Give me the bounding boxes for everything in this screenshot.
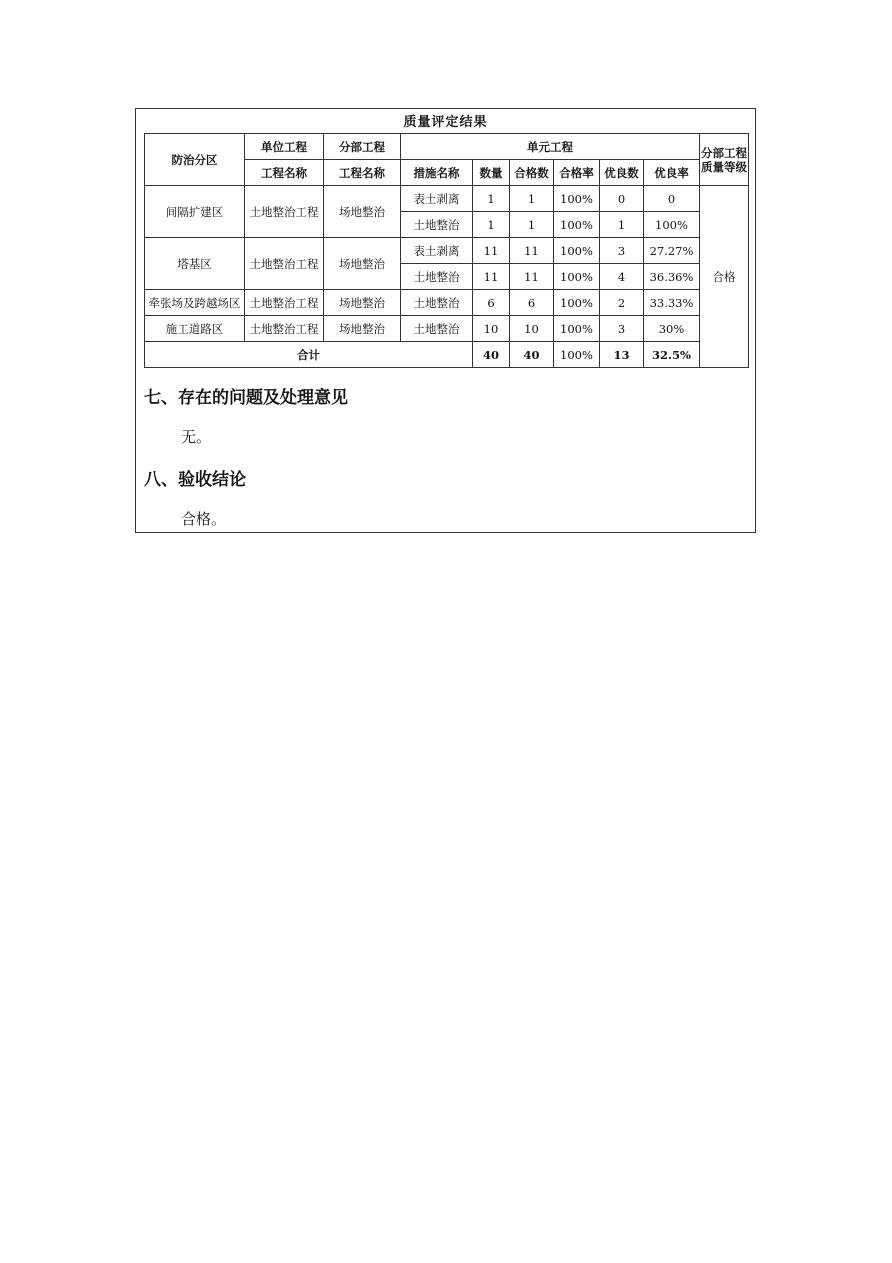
sub-name-cell: 场地整治 xyxy=(324,290,401,316)
total-excellent-rate: 32.5% xyxy=(644,342,700,368)
table-row xyxy=(145,238,749,264)
measure-cell: 土地整治 xyxy=(401,316,473,342)
qualified-cell: 6 xyxy=(510,290,554,316)
excellent-rate-cell: 36.36% xyxy=(644,264,700,290)
qualified-cell: 1 xyxy=(510,212,554,238)
count-cell: 10 xyxy=(473,316,510,342)
excellent-rate-cell: 27.27% xyxy=(644,238,700,264)
section-7-heading: 七、存在的问题及处理意见 xyxy=(144,388,348,408)
count-cell: 1 xyxy=(473,186,510,212)
qualified-cell: 1 xyxy=(510,186,554,212)
total-count: 40 xyxy=(473,342,510,368)
header-qualified-rate: 合格率 xyxy=(554,160,600,186)
excellent-rate-cell: 33.33% xyxy=(644,290,700,316)
district-cell: 施工道路区 xyxy=(145,316,245,342)
table-title: 质量评定结果 xyxy=(403,115,488,130)
qualified-rate-cell: 100% xyxy=(554,212,600,238)
total-row xyxy=(145,342,749,368)
excellent-cell: 1 xyxy=(600,212,644,238)
header-excellent-rate: 优良率 xyxy=(644,160,700,186)
header-grade: 分部工程质量等级 xyxy=(700,134,749,186)
table-row xyxy=(145,316,749,342)
sub-name-cell: 场地整治 xyxy=(324,316,401,342)
header-unit-project: 单位工程 xyxy=(245,134,324,160)
qualified-rate-cell: 100% xyxy=(554,186,600,212)
qualified-cell: 11 xyxy=(510,238,554,264)
section-8-body: 合格。 xyxy=(181,510,227,528)
excellent-cell: 0 xyxy=(600,186,644,212)
section-8-heading: 八、验收结论 xyxy=(144,470,246,490)
header-unit-name: 工程名称 xyxy=(245,160,324,186)
grade-cell: 合格 xyxy=(700,186,749,368)
unit-name-cell: 土地整治工程 xyxy=(245,290,324,316)
count-cell: 1 xyxy=(473,212,510,238)
district-cell: 塔基区 xyxy=(145,238,245,290)
excellent-rate-cell: 100% xyxy=(644,212,700,238)
district-cell: 牵张场及跨越场区 xyxy=(145,290,245,316)
excellent-cell: 3 xyxy=(600,316,644,342)
qualified-cell: 11 xyxy=(510,264,554,290)
count-cell: 11 xyxy=(473,238,510,264)
total-qualified-rate: 100% xyxy=(554,342,600,368)
section-7-body: 无。 xyxy=(181,428,212,446)
quality-table xyxy=(144,133,749,368)
qualified-rate-cell: 100% xyxy=(554,264,600,290)
total-excellent: 13 xyxy=(600,342,644,368)
sub-name-cell: 场地整治 xyxy=(324,238,401,290)
qualified-rate-cell: 100% xyxy=(554,238,600,264)
qualified-rate-cell: 100% xyxy=(554,316,600,342)
measure-cell: 表土剥离 xyxy=(401,186,473,212)
excellent-cell: 2 xyxy=(600,290,644,316)
measure-cell: 土地整治 xyxy=(401,212,473,238)
unit-name-cell: 土地整治工程 xyxy=(245,186,324,238)
total-label: 合计 xyxy=(145,342,473,368)
unit-name-cell: 土地整治工程 xyxy=(245,316,324,342)
header-measure: 措施名称 xyxy=(401,160,473,186)
measure-cell: 土地整治 xyxy=(401,290,473,316)
header-district: 防治分区 xyxy=(145,134,245,186)
document-frame xyxy=(135,108,756,533)
district-cell: 间隔扩建区 xyxy=(145,186,245,238)
qualified-cell: 10 xyxy=(510,316,554,342)
header-sub-name: 工程名称 xyxy=(324,160,401,186)
measure-cell: 土地整治 xyxy=(401,264,473,290)
header-excellent: 优良数 xyxy=(600,160,644,186)
sub-name-cell: 场地整治 xyxy=(324,186,401,238)
excellent-cell: 3 xyxy=(600,238,644,264)
table-row xyxy=(145,186,749,212)
qualified-rate-cell: 100% xyxy=(554,290,600,316)
count-cell: 6 xyxy=(473,290,510,316)
excellent-cell: 4 xyxy=(600,264,644,290)
header-element-project: 单元工程 xyxy=(401,134,700,160)
excellent-rate-cell: 0 xyxy=(644,186,700,212)
header-sub-project: 分部工程 xyxy=(324,134,401,160)
header-qualified: 合格数 xyxy=(510,160,554,186)
measure-cell: 表土剥离 xyxy=(401,238,473,264)
excellent-rate-cell: 30% xyxy=(644,316,700,342)
count-cell: 11 xyxy=(473,264,510,290)
header-count: 数量 xyxy=(473,160,510,186)
table-row xyxy=(145,290,749,316)
unit-name-cell: 土地整治工程 xyxy=(245,238,324,290)
total-qualified: 40 xyxy=(510,342,554,368)
